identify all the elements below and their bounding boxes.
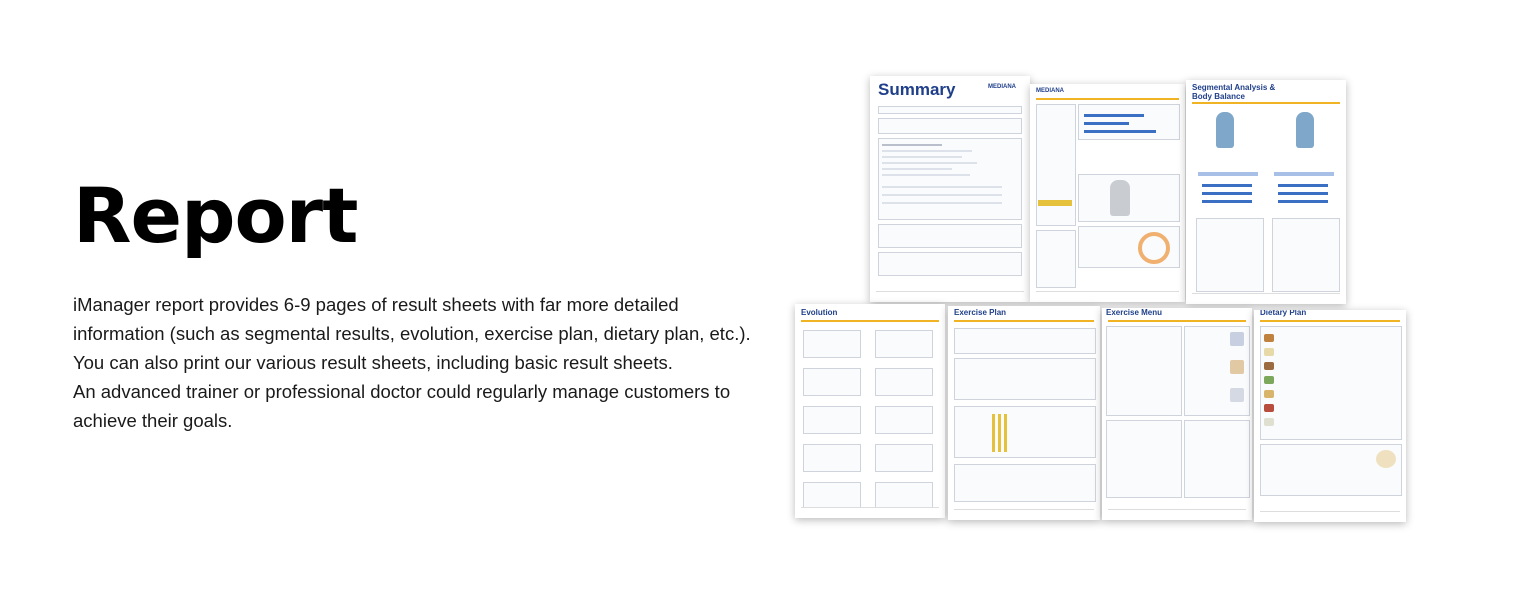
bar xyxy=(1084,122,1129,125)
food-image xyxy=(1264,390,1274,398)
bar xyxy=(1202,192,1252,195)
food-image xyxy=(1264,404,1274,412)
sheet-footer xyxy=(1260,511,1400,516)
line xyxy=(882,194,1002,196)
description-line-5: achieve their goals. xyxy=(73,410,233,431)
evolution-chart xyxy=(875,330,933,358)
summary-reference-box xyxy=(878,224,1022,248)
evolution-grid-left xyxy=(1196,218,1264,292)
bar xyxy=(1084,114,1144,117)
description-line-1: iManager report provides 6-9 pages of result sheets with far more detailed xyxy=(73,294,679,315)
food-image xyxy=(1264,376,1274,384)
header-rule xyxy=(954,320,1094,322)
body-composition-sheet xyxy=(1030,84,1185,302)
header-rule xyxy=(801,320,939,322)
segmental-sheet-title: Segmental Analysis & Body Balance xyxy=(1192,83,1276,101)
description-line-4: An advanced trainer or professional doctor could regularly manage customers to xyxy=(73,381,731,402)
line xyxy=(882,150,972,152)
evolution-chart xyxy=(803,482,861,508)
summary-personal-box xyxy=(878,118,1022,134)
exercise-menu-sheet xyxy=(1102,308,1252,520)
line xyxy=(882,162,977,164)
body-figure xyxy=(1110,180,1130,216)
evolution-chart xyxy=(875,406,933,434)
evolution-sheet-title: Evolution xyxy=(801,308,838,317)
sheet-footer xyxy=(954,509,1094,514)
line xyxy=(882,156,962,158)
bar xyxy=(1084,130,1156,133)
exercise-goal-box xyxy=(954,328,1096,354)
supplement-image xyxy=(1230,360,1244,374)
dietary-plan-sheet xyxy=(1254,310,1406,522)
header-rule xyxy=(1108,320,1246,322)
line xyxy=(882,168,952,170)
bar xyxy=(1278,200,1328,203)
evolution-chart xyxy=(803,368,861,396)
bar xyxy=(1278,184,1328,187)
header-rule xyxy=(1192,102,1340,104)
evolution-chart xyxy=(803,406,861,434)
segmental-sheet xyxy=(1186,80,1346,304)
summary-user-box xyxy=(878,106,1022,114)
sheet-footer xyxy=(801,507,939,512)
evolution-chart xyxy=(875,444,933,472)
supplement-image xyxy=(1230,388,1244,402)
page-headline: Report xyxy=(73,171,358,260)
balance-circle xyxy=(1138,232,1170,264)
exercise-simulation-chart xyxy=(954,406,1096,458)
description xyxy=(73,290,773,435)
bar xyxy=(1198,172,1258,176)
eggs-image xyxy=(1376,450,1396,468)
summary-sheet-title: Summary xyxy=(878,80,956,99)
exercise-table xyxy=(954,358,1096,400)
line xyxy=(882,202,1002,204)
evolution-chart xyxy=(875,368,933,396)
line xyxy=(882,186,1002,188)
body-figure-left xyxy=(1216,112,1234,148)
sheet-footer xyxy=(1192,293,1340,298)
supplement-image xyxy=(1230,332,1244,346)
simulation-bar xyxy=(992,414,995,452)
dietary-plan-sheet-title: Dietary Plan xyxy=(1260,310,1307,317)
summary-sheet xyxy=(870,76,1030,302)
exercise-menu-sheet-title: Exercise Menu xyxy=(1106,308,1163,317)
evolution-sheet xyxy=(795,304,945,518)
food-image xyxy=(1264,362,1274,370)
highlight-bar xyxy=(1038,200,1072,206)
food-image xyxy=(1264,334,1274,342)
description-line-2: information (such as segmental results, evolution, exercise plan, dietary plan, etc.). xyxy=(73,323,751,344)
bar xyxy=(1278,192,1328,195)
aerobic-menu-table xyxy=(1106,420,1182,498)
simulation-bar xyxy=(1004,414,1007,452)
weight-control-table xyxy=(954,464,1096,502)
bar xyxy=(1274,172,1334,176)
exercise-plan-sheet xyxy=(948,306,1100,520)
weight-control-box xyxy=(1036,104,1076,226)
food-image xyxy=(1264,418,1274,426)
weight-training-table xyxy=(1184,420,1250,498)
evolution-chart xyxy=(875,482,933,508)
summary-conclusion-box xyxy=(878,252,1022,276)
history-box xyxy=(1036,230,1076,288)
recommended-food-table xyxy=(1260,326,1402,440)
food-image xyxy=(1264,348,1274,356)
header-rule xyxy=(1260,320,1400,322)
line xyxy=(882,174,970,176)
simulation-bar xyxy=(998,414,1001,452)
sheet-footer xyxy=(876,291,1024,296)
evolution-chart xyxy=(803,444,861,472)
line xyxy=(882,144,942,146)
sheet-footer xyxy=(1108,509,1246,514)
sheet-footer xyxy=(1036,291,1179,296)
evolution-grid-right xyxy=(1272,218,1340,292)
mediana-logo: MEDIANA xyxy=(988,84,1016,90)
bar xyxy=(1202,200,1252,203)
exercise-plan-sheet-title: Exercise Plan xyxy=(954,308,1007,317)
evolution-chart xyxy=(803,330,861,358)
recommended-menu-table xyxy=(1106,326,1182,416)
description-line-3: You can also print our various result sheets, including basic result sheets. xyxy=(73,352,673,373)
body-figure-right xyxy=(1296,112,1314,148)
header-rule xyxy=(1036,98,1179,100)
mediana-logo: MEDIANA xyxy=(1036,88,1064,94)
bar xyxy=(1202,184,1252,187)
